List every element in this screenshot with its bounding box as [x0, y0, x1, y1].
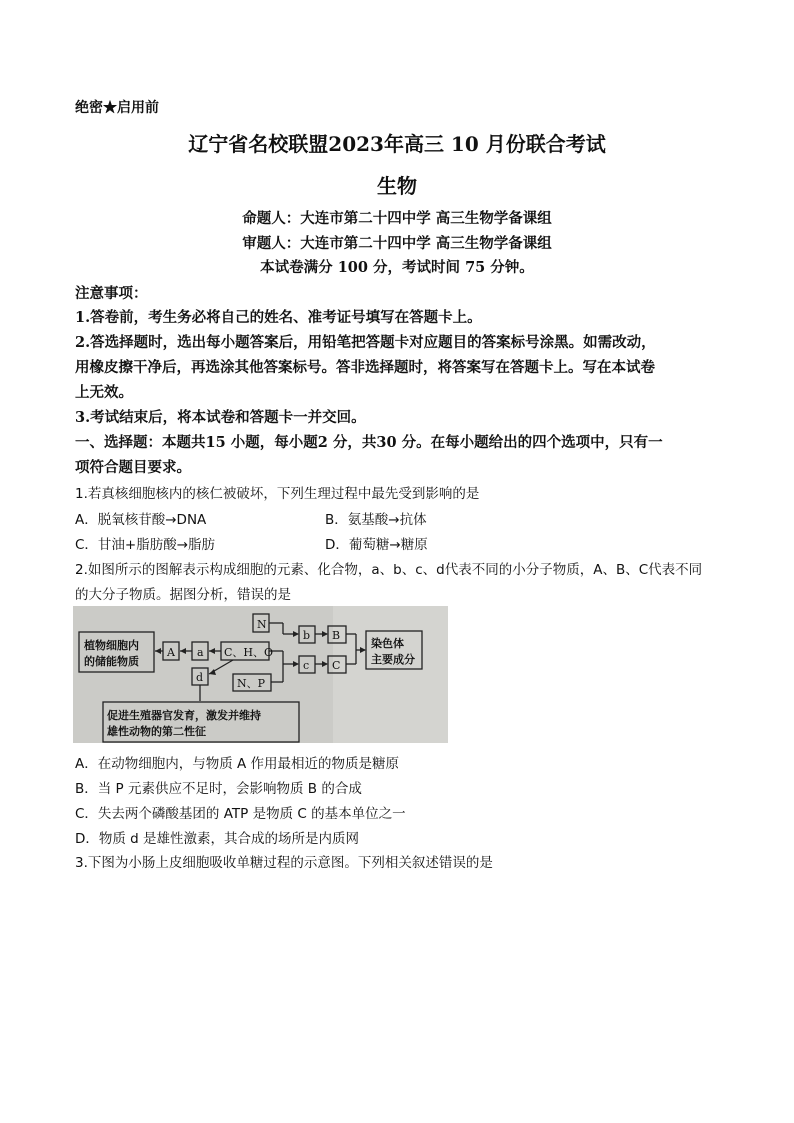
q2-option-b: B．当 P 元素供应不足时，会影响物质 B 的合成 — [75, 781, 362, 797]
storage-label-1: 植物细胞内 — [84, 639, 139, 652]
storage-label-2: 的储能物质 — [84, 655, 139, 668]
section-1-heading-line-1: 一、选择题：本题共15 小题，每小题2 分，共30 分。在每小题给出的四个选项中，只有一 — [75, 434, 663, 451]
subject-title: 生物 — [377, 174, 417, 198]
label-N: N — [257, 618, 267, 631]
label-NP: N、P — [237, 677, 266, 690]
label-A: A — [167, 646, 175, 659]
label-B: B — [332, 629, 341, 642]
label-C: C — [332, 659, 341, 672]
q1-option-d: D．葡萄糖→糖原 — [325, 537, 428, 553]
q2-figure — [73, 606, 448, 743]
q3-stem: 3.下图为小肠上皮细胞吸收单糖过程的示意图。下列相关叙述错误的是 — [75, 855, 493, 871]
notes-heading: 注意事项： — [75, 285, 148, 302]
q2-diagram — [73, 606, 448, 743]
q2-stem-line-2: 的大分子物质。据图分析，错误的是 — [75, 587, 291, 603]
function-label-1: 促进生殖器官发育，激发并维持 — [107, 709, 261, 722]
function-label-2: 雄性动物的第二性征 — [107, 725, 206, 738]
exam-title: 辽宁省名校联盟2023年高三 10 月份联合考试 — [188, 132, 606, 156]
exam-info: 本试卷满分 100 分，考试时间 75 分钟。 — [260, 259, 534, 276]
section-1-heading-line-2: 项符合题目要求。 — [75, 459, 191, 476]
q1-option-c: C．甘油+脂肪酸→脂肪 — [75, 537, 216, 553]
setter-line: 命题人：大连市第二十四中学 高三生物学备课组 — [242, 210, 552, 227]
q1-option-a: A．脱氧核苷酸→DNA — [75, 512, 207, 528]
label-CHO: C、H、O — [224, 646, 274, 659]
q2-stem-line-1: 2.如图所示的图解表示构成细胞的元素、化合物，a、b、c、d代表不同的小分子物质，A、B、C代表不同 — [75, 562, 703, 578]
q2-option-c: C．失去两个磷酸基团的 ATP 是物质 C 的基本单位之一 — [75, 806, 406, 822]
q2-option-d: D．物质 d 是雄性激素，其合成的场所是内质网 — [75, 831, 360, 847]
note-1: 1.答卷前，考生务必将自己的姓名、准考证号填写在答题卡上。 — [75, 309, 482, 326]
note-3: 3.考试结束后，将本试卷和答题卡一并交回。 — [75, 409, 366, 426]
label-c: c — [303, 659, 310, 672]
chromo-label-1: 染色体 — [371, 637, 404, 650]
q2-option-a: A．在动物细胞内，与物质 A 作用最相近的物质是糖原 — [75, 756, 400, 772]
q1-option-b: B．氨基酸→抗体 — [325, 512, 427, 528]
label-a: a — [197, 646, 204, 659]
q1-stem: 1.若真核细胞核内的核仁被破坏，下列生理过程中最先受到影响的是 — [75, 486, 480, 502]
label-b: b — [303, 629, 311, 642]
note-2-line-2: 用橡皮擦干净后，再选涂其他答案标号。答非选择题时，将答案写在答题卡上。写在本试卷 — [75, 359, 655, 376]
secret-label: 绝密★启用前 — [75, 100, 159, 116]
note-2-line-3: 上无效。 — [75, 384, 133, 401]
chromo-label-2: 主要成分 — [371, 653, 415, 666]
reviewer-line: 审题人：大连市第二十四中学 高三生物学备课组 — [242, 235, 552, 252]
label-d: d — [196, 671, 204, 684]
note-2-line-1: 2.答选择题时，选出每小题答案后，用铅笔把答题卡对应题目的答案标号涂黑。如需改动， — [75, 334, 656, 351]
